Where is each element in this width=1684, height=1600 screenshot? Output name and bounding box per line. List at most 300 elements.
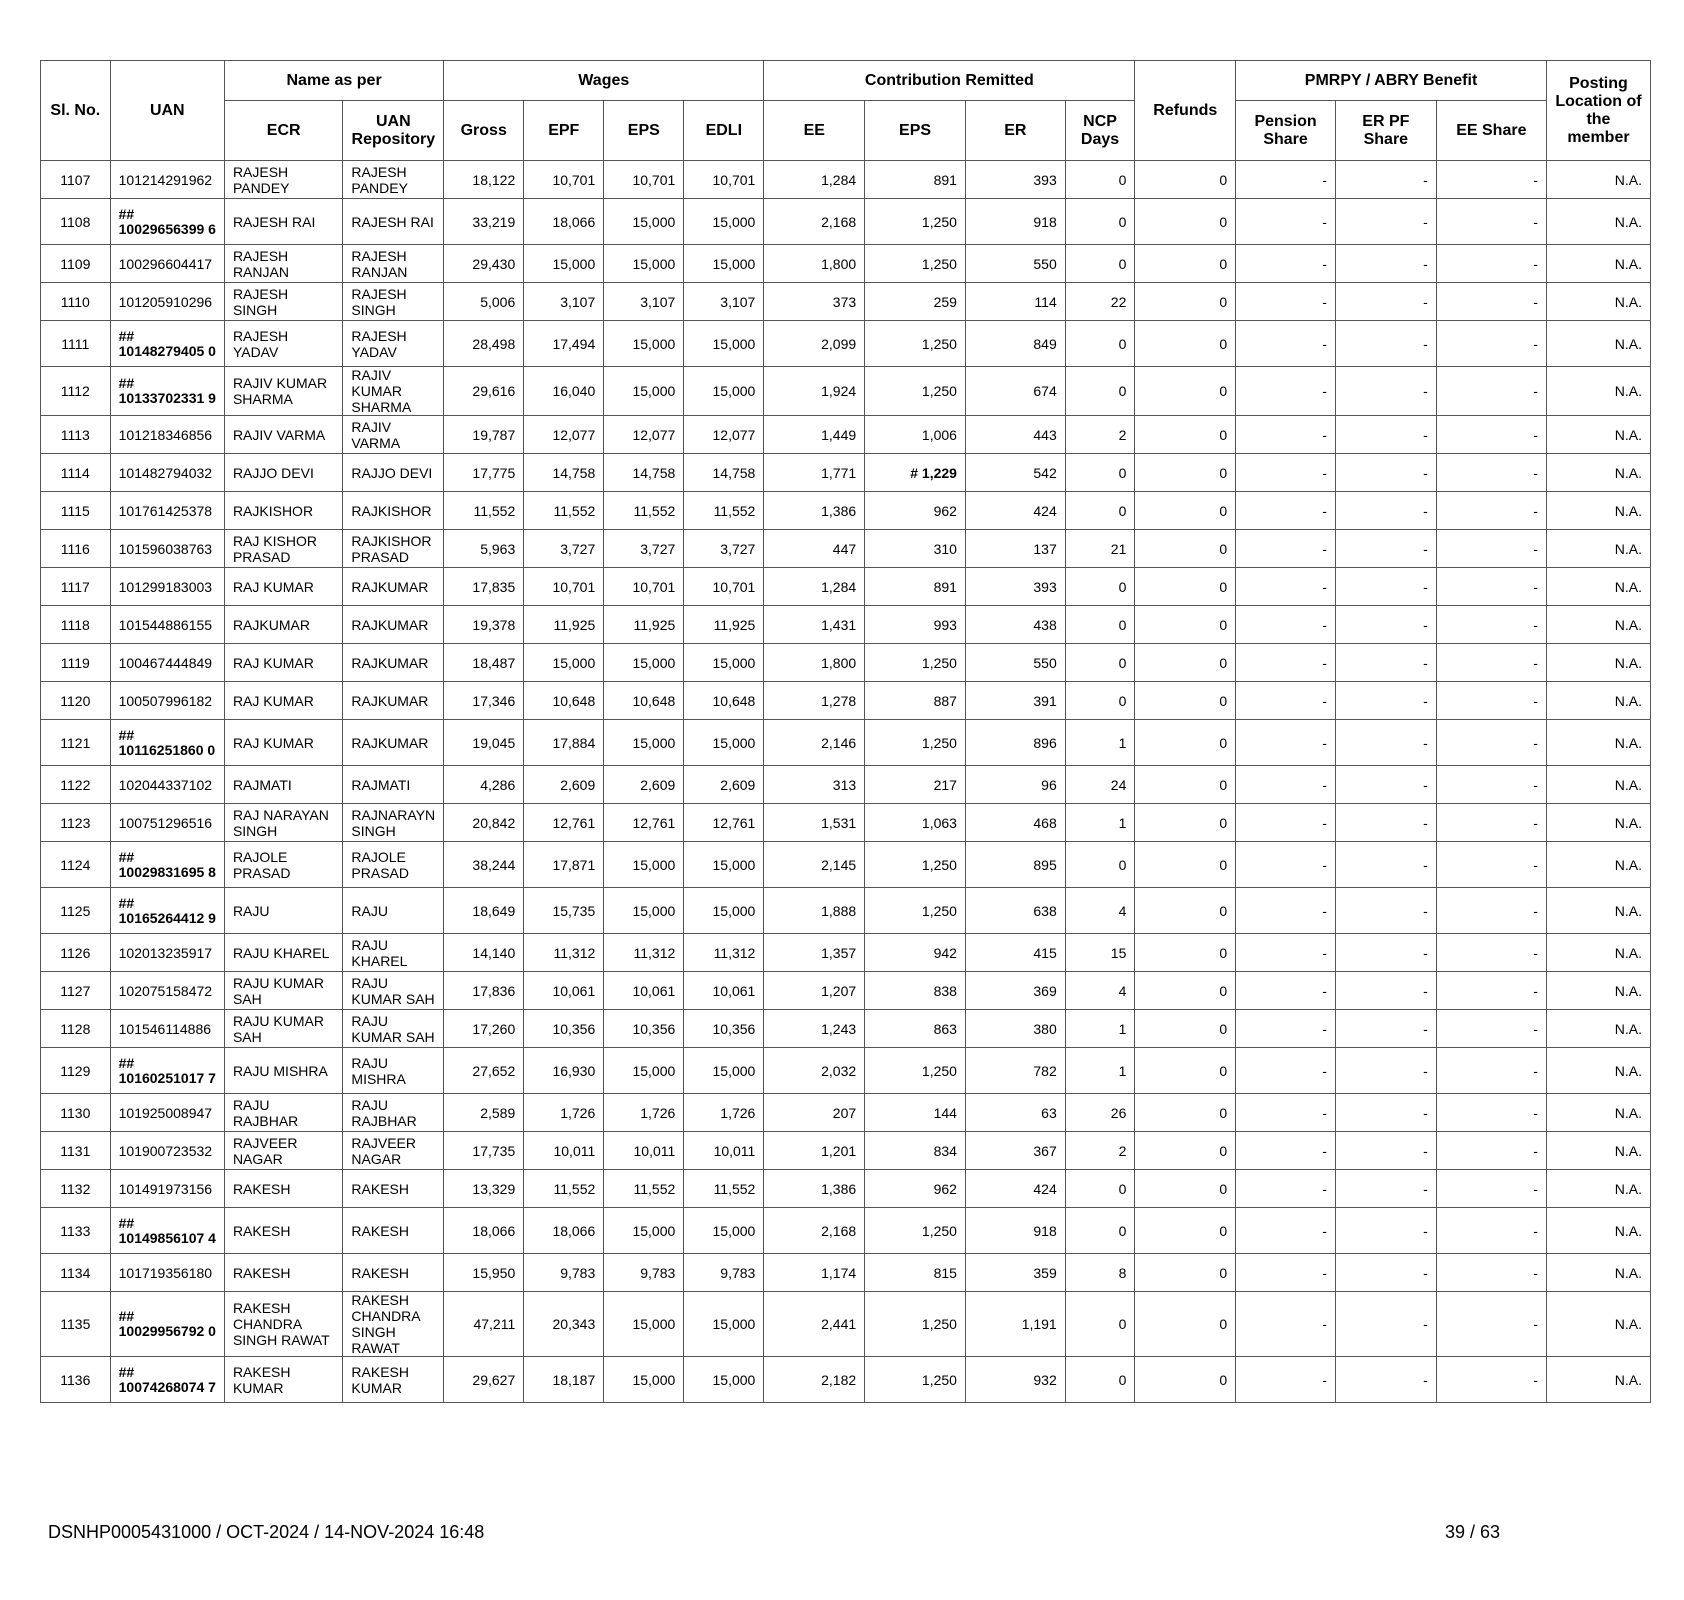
uan-repository-name-cell: RAJKISHOR PRASAD [343,530,444,568]
uan-repository-name-cell: RAKESH [343,1170,444,1208]
eps-contribution-cell: 1,250 [865,888,966,934]
pension-share-cell: - [1236,492,1336,530]
epf-wages-cell: 12,077 [524,416,604,454]
edli-wages-cell: 15,000 [684,199,764,245]
uan-cell: ## 10165264412 9 [110,888,224,934]
posting-location-cell: N.A. [1546,888,1650,934]
table-row [41,283,1651,321]
er-pf-share-cell: - [1335,972,1436,1010]
ecr-name-cell: RAJKISHOR [224,492,342,530]
ee-share-cell: - [1436,1208,1546,1254]
ee-share-cell: - [1436,161,1546,199]
pension-share-cell: - [1236,888,1336,934]
edli-wages-cell: 15,000 [684,888,764,934]
header-er: ER [965,101,1065,161]
gross-cell: 17,835 [444,568,524,606]
header-wages: Wages [444,61,764,101]
epf-wages-cell: 18,066 [524,1208,604,1254]
edli-wages-cell: 15,000 [684,720,764,766]
uan-repository-name-cell: RAJKUMAR [343,568,444,606]
ee-share-cell: - [1436,1132,1546,1170]
refunds-cell: 0 [1135,283,1236,321]
uan-cell: ## 10116251860 0 [110,720,224,766]
uan-cell: 101218346856 [110,416,224,454]
edli-wages-cell: 10,701 [684,161,764,199]
ee-contribution-cell: 2,441 [764,1292,865,1357]
pension-share-cell: - [1236,682,1336,720]
pension-share-cell: - [1236,1010,1336,1048]
gross-cell: 19,787 [444,416,524,454]
ee-share-cell: - [1436,1357,1546,1403]
eps-wages-cell: 15,000 [604,1357,684,1403]
posting-location-cell: N.A. [1546,804,1650,842]
eps-contribution-cell: 1,250 [865,1357,966,1403]
eps-wages-cell: 15,000 [604,644,684,682]
eps-contribution-cell: 887 [865,682,966,720]
table-row [41,568,1651,606]
ee-share-cell: - [1436,842,1546,888]
ncp-days-cell: 0 [1065,1170,1135,1208]
pension-share-cell: - [1236,766,1336,804]
eps-contribution-cell: 1,063 [865,804,966,842]
ncp-days-cell: 0 [1065,245,1135,283]
ee-contribution-cell: 447 [764,530,865,568]
ee-contribution-cell: 1,531 [764,804,865,842]
pension-share-cell: - [1236,1048,1336,1094]
ncp-days-cell: 0 [1065,606,1135,644]
er-pf-share-cell: - [1335,199,1436,245]
ee-contribution-cell: 2,032 [764,1048,865,1094]
table-row [41,842,1651,888]
er-contribution-cell: 96 [965,766,1065,804]
edli-wages-cell: 1,726 [684,1094,764,1132]
uan-cell: 101205910296 [110,283,224,321]
posting-location-cell: N.A. [1546,1292,1650,1357]
er-pf-share-cell: - [1335,416,1436,454]
ecr-name-cell: RAJESH RAI [224,199,342,245]
table-row [41,766,1651,804]
table-row [41,367,1651,416]
er-contribution-cell: 424 [965,492,1065,530]
uan-cell: 101596038763 [110,530,224,568]
er-contribution-cell: 1,191 [965,1292,1065,1357]
sl-no-cell: 1131 [41,1132,111,1170]
eps-contribution-cell: 1,250 [865,1292,966,1357]
ee-share-cell: - [1436,367,1546,416]
uan-repository-name-cell: RAJESH SINGH [343,283,444,321]
gross-cell: 4,286 [444,766,524,804]
posting-location-cell: N.A. [1546,644,1650,682]
er-contribution-cell: 782 [965,1048,1065,1094]
posting-location-cell: N.A. [1546,568,1650,606]
ee-contribution-cell: 2,168 [764,199,865,245]
table-row [41,1094,1651,1132]
gross-cell: 29,627 [444,1357,524,1403]
epf-wages-cell: 14,758 [524,454,604,492]
ecr-name-cell: RAJU KUMAR SAH [224,1010,342,1048]
ee-contribution-cell: 1,386 [764,492,865,530]
eps-contribution-cell: 1,006 [865,416,966,454]
ecr-name-cell: RAKESH [224,1208,342,1254]
eps-contribution-cell: 1,250 [865,321,966,367]
pension-share-cell: - [1236,1094,1336,1132]
sl-no-cell: 1114 [41,454,111,492]
footer-page-number: 39 / 63 [1445,1522,1501,1542]
eps-contribution-cell: 1,250 [865,199,966,245]
ee-share-cell: - [1436,934,1546,972]
ee-contribution-cell: 1,431 [764,606,865,644]
eps-wages-cell: 11,552 [604,492,684,530]
epf-wages-cell: 18,066 [524,199,604,245]
er-pf-share-cell: - [1335,161,1436,199]
header-gross: Gross [444,101,524,161]
ee-share-cell: - [1436,283,1546,321]
er-contribution-cell: 114 [965,283,1065,321]
eps-wages-cell: 15,000 [604,367,684,416]
er-pf-share-cell: - [1335,888,1436,934]
ee-share-cell: - [1436,1048,1546,1094]
eps-wages-cell: 12,761 [604,804,684,842]
eps-contribution-cell: 863 [865,1010,966,1048]
er-pf-share-cell: - [1335,283,1436,321]
sl-no-cell: 1116 [41,530,111,568]
refunds-cell: 0 [1135,934,1236,972]
ncp-days-cell: 0 [1065,454,1135,492]
pension-share-cell: - [1236,1254,1336,1292]
er-contribution-cell: 443 [965,416,1065,454]
ee-share-cell: - [1436,245,1546,283]
ee-contribution-cell: 1,201 [764,1132,865,1170]
edli-wages-cell: 14,758 [684,454,764,492]
eps-wages-cell: 9,783 [604,1254,684,1292]
epf-wages-cell: 10,356 [524,1010,604,1048]
gross-cell: 17,735 [444,1132,524,1170]
sl-no-cell: 1107 [41,161,111,199]
ee-share-cell: - [1436,766,1546,804]
ecr-name-cell: RAKESH [224,1170,342,1208]
ncp-days-cell: 0 [1065,367,1135,416]
refunds-cell: 0 [1135,530,1236,568]
uan-cell: 102075158472 [110,972,224,1010]
sl-no-cell: 1129 [41,1048,111,1094]
uan-repository-name-cell: RAJESH RANJAN [343,245,444,283]
epf-wages-cell: 11,925 [524,606,604,644]
refunds-cell: 0 [1135,972,1236,1010]
ecr-name-cell: RAJKUMAR [224,606,342,644]
eps-wages-cell: 11,552 [604,1170,684,1208]
posting-location-cell: N.A. [1546,1208,1650,1254]
uan-repository-name-cell: RAJU KUMAR SAH [343,972,444,1010]
posting-location-cell: N.A. [1546,245,1650,283]
refunds-cell: 0 [1135,1048,1236,1094]
ncp-days-cell: 0 [1065,1292,1135,1357]
eps-contribution-cell: 962 [865,1170,966,1208]
epf-wages-cell: 10,011 [524,1132,604,1170]
edli-wages-cell: 15,000 [684,321,764,367]
uan-cell: 101761425378 [110,492,224,530]
posting-location-cell: N.A. [1546,682,1650,720]
er-pf-share-cell: - [1335,1048,1436,1094]
er-contribution-cell: 359 [965,1254,1065,1292]
table-row [41,720,1651,766]
table-row [41,682,1651,720]
uan-cell: 101546114886 [110,1010,224,1048]
ee-share-cell: - [1436,720,1546,766]
er-contribution-cell: 550 [965,644,1065,682]
ee-share-cell: - [1436,416,1546,454]
eps-wages-cell: 10,011 [604,1132,684,1170]
eps-wages-cell: 10,356 [604,1010,684,1048]
ee-share-cell: - [1436,972,1546,1010]
sl-no-cell: 1109 [41,245,111,283]
uan-repository-name-cell: RAJESH RAI [343,199,444,245]
uan-repository-name-cell: RAJESH YADAV [343,321,444,367]
table-row [41,245,1651,283]
uan-repository-name-cell: RAJVEER NAGAR [343,1132,444,1170]
table-row [41,1132,1651,1170]
header-uan: UAN [110,61,224,161]
ncp-days-cell: 22 [1065,283,1135,321]
eps-contribution-cell: 838 [865,972,966,1010]
posting-location-cell: N.A. [1546,161,1650,199]
posting-location-cell: N.A. [1546,972,1650,1010]
er-pf-share-cell: - [1335,367,1436,416]
posting-location-cell: N.A. [1546,934,1650,972]
header-uan-repository: UAN Repository [343,101,444,161]
epf-wages-cell: 17,871 [524,842,604,888]
gross-cell: 18,066 [444,1208,524,1254]
epf-wages-cell: 9,783 [524,1254,604,1292]
ecr-name-cell: RAKESH CHANDRA SINGH RAWAT [224,1292,342,1357]
refunds-cell: 0 [1135,492,1236,530]
refunds-cell: 0 [1135,720,1236,766]
eps-contribution-cell: 942 [865,934,966,972]
header-pmrpy-abry-benefit: PMRPY / ABRY Benefit [1236,61,1547,101]
eps-contribution-cell: 891 [865,568,966,606]
er-pf-share-cell: - [1335,1010,1436,1048]
gross-cell: 17,346 [444,682,524,720]
ee-share-cell: - [1436,454,1546,492]
epf-wages-cell: 18,187 [524,1357,604,1403]
eps-wages-cell: 14,758 [604,454,684,492]
er-contribution-cell: 438 [965,606,1065,644]
ee-contribution-cell: 1,284 [764,161,865,199]
eps-wages-cell: 15,000 [604,245,684,283]
ncp-days-cell: 8 [1065,1254,1135,1292]
er-contribution-cell: 638 [965,888,1065,934]
table-row [41,972,1651,1010]
edli-wages-cell: 10,356 [684,1010,764,1048]
sl-no-cell: 1113 [41,416,111,454]
eps-wages-cell: 3,107 [604,283,684,321]
header-ecr: ECR [224,101,342,161]
uan-cell: 101299183003 [110,568,224,606]
gross-cell: 18,649 [444,888,524,934]
ncp-days-cell: 0 [1065,644,1135,682]
er-pf-share-cell: - [1335,1254,1436,1292]
refunds-cell: 0 [1135,245,1236,283]
table-row [41,934,1651,972]
refunds-cell: 0 [1135,606,1236,644]
eps-wages-cell: 15,000 [604,1292,684,1357]
posting-location-cell: N.A. [1546,321,1650,367]
ecr-name-cell: RAJU RAJBHAR [224,1094,342,1132]
uan-repository-name-cell: RAJKUMAR [343,644,444,682]
epf-wages-cell: 12,761 [524,804,604,842]
er-contribution-cell: 380 [965,1010,1065,1048]
gross-cell: 11,552 [444,492,524,530]
sl-no-cell: 1120 [41,682,111,720]
table-row [41,1292,1651,1357]
ncp-days-cell: 0 [1065,199,1135,245]
sl-no-cell: 1134 [41,1254,111,1292]
ee-contribution-cell: 1,449 [764,416,865,454]
table-row [41,530,1651,568]
posting-location-cell: N.A. [1546,1357,1650,1403]
header-posting-location: Posting Location of the member [1546,61,1650,161]
er-contribution-cell: 542 [965,454,1065,492]
gross-cell: 15,950 [444,1254,524,1292]
uan-cell: ## 10148279405 0 [110,321,224,367]
refunds-cell: 0 [1135,1357,1236,1403]
epf-wages-cell: 15,000 [524,245,604,283]
gross-cell: 33,219 [444,199,524,245]
ncp-days-cell: 21 [1065,530,1135,568]
ncp-days-cell: 0 [1065,492,1135,530]
uan-repository-name-cell: RAJU KUMAR SAH [343,1010,444,1048]
er-pf-share-cell: - [1335,934,1436,972]
sl-no-cell: 1135 [41,1292,111,1357]
ncp-days-cell: 1 [1065,1048,1135,1094]
ecr-name-cell: RAJU KUMAR SAH [224,972,342,1010]
er-contribution-cell: 932 [965,1357,1065,1403]
refunds-cell: 0 [1135,1208,1236,1254]
header-edli: EDLI [684,101,764,161]
posting-location-cell: N.A. [1546,283,1650,321]
refunds-cell: 0 [1135,682,1236,720]
er-pf-share-cell: - [1335,1170,1436,1208]
edli-wages-cell: 15,000 [684,367,764,416]
refunds-cell: 0 [1135,161,1236,199]
epf-wages-cell: 20,343 [524,1292,604,1357]
ncp-days-cell: 0 [1065,321,1135,367]
sl-no-cell: 1108 [41,199,111,245]
ecr-name-cell: RAJJO DEVI [224,454,342,492]
sl-no-cell: 1112 [41,367,111,416]
epf-wages-cell: 10,061 [524,972,604,1010]
eps-contribution-cell: 993 [865,606,966,644]
ee-share-cell: - [1436,606,1546,644]
table-row [41,1357,1651,1403]
ecr-name-cell: RAJMATI [224,766,342,804]
uan-repository-name-cell: RAJESH PANDEY [343,161,444,199]
er-pf-share-cell: - [1335,1208,1436,1254]
sl-no-cell: 1111 [41,321,111,367]
ecr-name-cell: RAJ KUMAR [224,720,342,766]
er-pf-share-cell: - [1335,682,1436,720]
uan-cell: 100296604417 [110,245,224,283]
ncp-days-cell: 2 [1065,416,1135,454]
uan-repository-name-cell: RAJKUMAR [343,682,444,720]
ee-share-cell: - [1436,199,1546,245]
gross-cell: 13,329 [444,1170,524,1208]
uan-repository-name-cell: RAJKUMAR [343,720,444,766]
pension-share-cell: - [1236,321,1336,367]
eps-wages-cell: 1,726 [604,1094,684,1132]
ncp-days-cell: 0 [1065,1208,1135,1254]
uan-cell: ## 10149856107 4 [110,1208,224,1254]
header-contribution-remitted: Contribution Remitted [764,61,1135,101]
ncp-days-cell: 24 [1065,766,1135,804]
gross-cell: 18,487 [444,644,524,682]
eps-contribution-cell: 891 [865,161,966,199]
er-pf-share-cell: - [1335,804,1436,842]
posting-location-cell: N.A. [1546,1170,1650,1208]
posting-location-cell: N.A. [1546,842,1650,888]
header-pension-share: Pension Share [1236,101,1336,161]
table-row [41,606,1651,644]
ee-contribution-cell: 1,800 [764,245,865,283]
ee-contribution-cell: 1,771 [764,454,865,492]
uan-repository-name-cell: RAKESH [343,1254,444,1292]
refunds-cell: 0 [1135,888,1236,934]
header-ncp-days: NCP Days [1065,101,1135,161]
gross-cell: 2,589 [444,1094,524,1132]
ee-contribution-cell: 1,386 [764,1170,865,1208]
er-pf-share-cell: - [1335,454,1436,492]
er-pf-share-cell: - [1335,1132,1436,1170]
edli-wages-cell: 12,077 [684,416,764,454]
edli-wages-cell: 11,312 [684,934,764,972]
epf-wages-cell: 10,648 [524,682,604,720]
ecr-name-cell: RAJESH PANDEY [224,161,342,199]
ecr-name-cell: RAKESH KUMAR [224,1357,342,1403]
ee-contribution-cell: 1,357 [764,934,865,972]
refunds-cell: 0 [1135,1132,1236,1170]
eps-contribution-cell: 1,250 [865,367,966,416]
ncp-days-cell: 0 [1065,161,1135,199]
ee-contribution-cell: 1,207 [764,972,865,1010]
refunds-cell: 0 [1135,1292,1236,1357]
epf-wages-cell: 11,552 [524,1170,604,1208]
sl-no-cell: 1126 [41,934,111,972]
pension-share-cell: - [1236,530,1336,568]
epf-wages-cell: 3,727 [524,530,604,568]
uan-repository-name-cell: RAJKISHOR [343,492,444,530]
eps-wages-cell: 11,925 [604,606,684,644]
pension-share-cell: - [1236,161,1336,199]
epf-wages-cell: 17,884 [524,720,604,766]
pension-share-cell: - [1236,568,1336,606]
ee-share-cell: - [1436,1170,1546,1208]
ee-share-cell: - [1436,682,1546,720]
header-refunds: Refunds [1135,61,1236,161]
pension-share-cell: - [1236,644,1336,682]
edli-wages-cell: 15,000 [684,245,764,283]
header-name-as-per: Name as per [224,61,443,101]
er-pf-share-cell: - [1335,245,1436,283]
posting-location-cell: N.A. [1546,367,1650,416]
uan-cell: 101214291962 [110,161,224,199]
er-pf-share-cell: - [1335,568,1436,606]
table-row [41,321,1651,367]
sl-no-cell: 1119 [41,644,111,682]
pension-share-cell: - [1236,720,1336,766]
eps-wages-cell: 15,000 [604,720,684,766]
er-pf-share-cell: - [1335,321,1436,367]
uan-repository-name-cell: RAKESH KUMAR [343,1357,444,1403]
ncp-days-cell: 0 [1065,682,1135,720]
